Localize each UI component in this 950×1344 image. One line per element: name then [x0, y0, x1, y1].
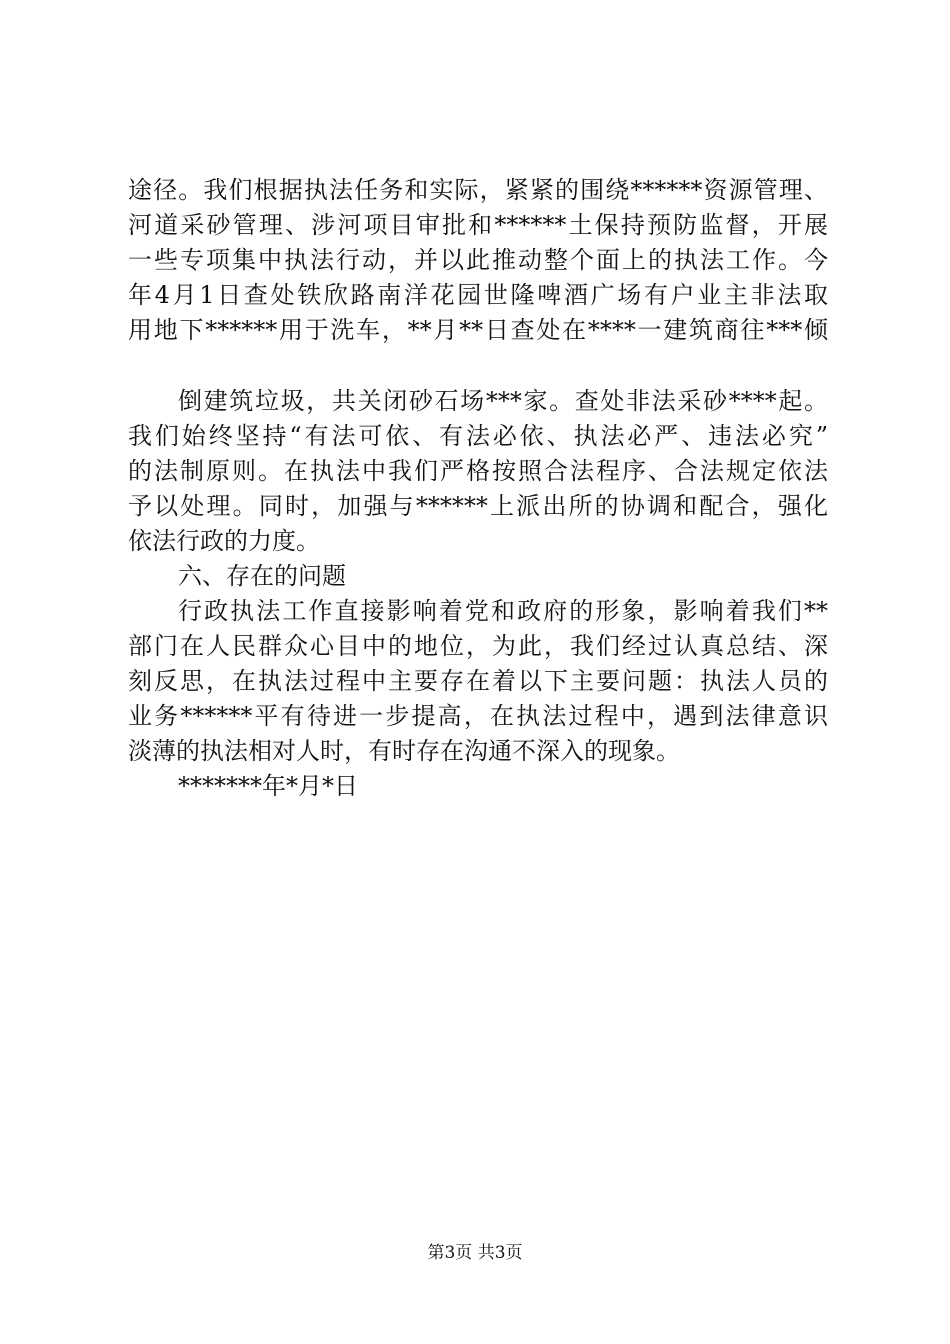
paragraph-line: 我们始终坚持“有法可依、有法必依、执法必严、违法必究” [128, 422, 828, 450]
date-line: *******年*月*日 [178, 772, 358, 800]
section-heading: 六、存在的问题 [178, 562, 346, 590]
paragraph-line: 倒建筑垃圾，共关闭砂石场***家。查处非法采砂****起。 [178, 387, 828, 415]
paragraph-line: 的法制原则。在执法中我们严格按照合法程序、合法规定依法 [128, 457, 828, 485]
paragraph-line: 业务******平有待进一步提高，在执法过程中，遇到法律意识 [128, 702, 828, 730]
paragraph-line: 依法行政的力度。 [128, 527, 320, 555]
paragraph-line: 年4月1日查处铁欣路南洋花园世隆啤酒广场有户业主非法取 [128, 281, 828, 309]
paragraph-line: 行政执法工作直接影响着党和政府的形象，影响着我们** [178, 597, 828, 625]
paragraph-line: 河道采砂管理、涉河项目审批和******土保持预防监督，开展 [128, 211, 828, 239]
page-number-footer: 第3页 共3页 [427, 1243, 523, 1263]
paragraph-line: 一些专项集中执法行动，并以此推动整个面上的执法工作。今 [128, 246, 828, 274]
paragraph-line: 用地下******用于洗车，**月**日查处在****一建筑商往***倾 [128, 316, 828, 344]
paragraph-line: 部门在人民群众心目中的地位，为此，我们经过认真总结、深 [128, 632, 828, 660]
paragraph-line: 途径。我们根据执法任务和实际，紧紧的围绕******资源管理、 [128, 176, 828, 204]
paragraph-line: 予以处理。同时，加强与******上派出所的协调和配合，强化 [128, 492, 828, 520]
paragraph-line: 刻反思，在执法过程中主要存在着以下主要问题：执法人员的 [128, 667, 828, 695]
paragraph-line: 淡薄的执法相对人时，有时存在沟通不深入的现象。 [128, 737, 680, 765]
